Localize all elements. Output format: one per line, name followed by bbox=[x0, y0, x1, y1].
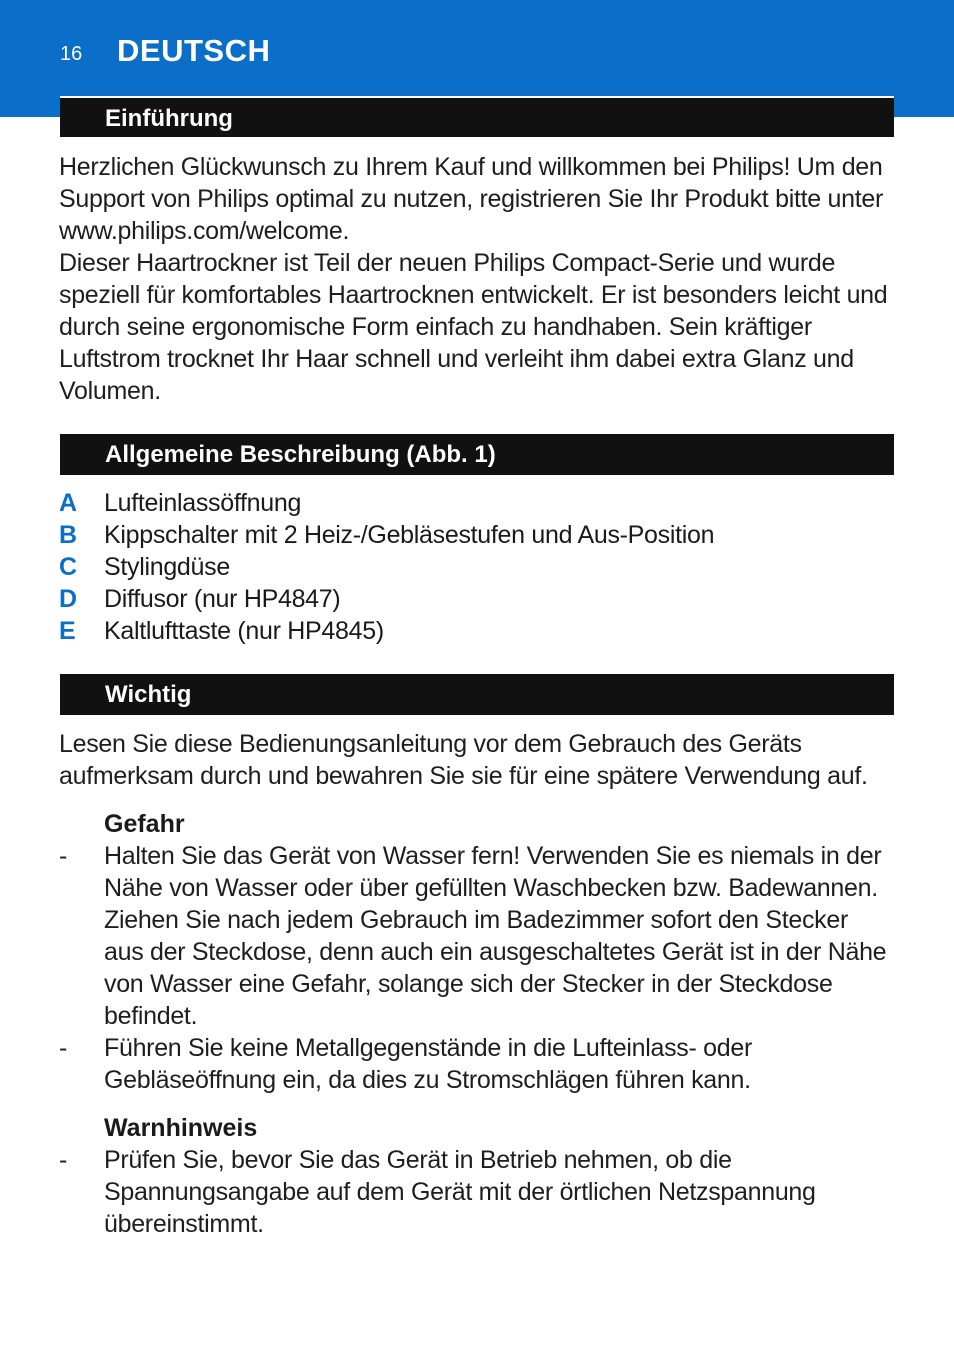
parts-list bbox=[59, 487, 899, 647]
section-bar-einfuehrung bbox=[60, 96, 894, 137]
list-item bbox=[59, 583, 899, 615]
dash-marker: - bbox=[59, 1146, 68, 1174]
part-label: Kaltlufttaste (nur HP4845) bbox=[104, 617, 384, 645]
part-letter: D bbox=[59, 585, 77, 613]
section-bar-wichtig bbox=[60, 674, 894, 715]
list-item bbox=[59, 551, 899, 583]
section-bar-beschreibung bbox=[60, 434, 894, 475]
part-letter: E bbox=[59, 617, 76, 645]
part-letter: B bbox=[59, 521, 77, 549]
part-label: Kippschalter mit 2 Heiz-/Gebläsestufen und Aus-Position bbox=[104, 521, 715, 549]
intro-paragraph-1: Herzlichen Glückwunsch zu Ihrem Kauf und willkommen bei Philips! Um den Support von Philips optimal zu nutzen, registrieren Sie Ihr Produkt bitte unter www.philips.com/welcome. bbox=[59, 153, 883, 245]
part-letter: A bbox=[59, 489, 77, 517]
section-title-einfuehrung: Einführung bbox=[105, 105, 233, 132]
list-item bbox=[59, 519, 899, 551]
intro-paragraph-2: Dieser Haartrockner ist Teil der neuen Philips Compact-Serie und wurde speziell für komfortables Haartrocknen entwickelt. Er ist besonders leicht und durch seine ergonomische Form einfach zu handhaben. Sein kräftiger Luftstrom trocknet Ihr Haar schnell und verleiht ihm dabei extra Glanz und Volumen. bbox=[59, 249, 888, 405]
danger-item bbox=[59, 1032, 899, 1096]
page-number: 16 bbox=[60, 43, 83, 65]
warning-item-text: Prüfen Sie, bevor Sie das Gerät in Betrieb nehmen, ob die Spannungsangabe auf dem Gerät mit der örtlichen Netzspannung übereinstimmt. bbox=[104, 1146, 816, 1238]
part-label: Lufteinlassöffnung bbox=[104, 489, 302, 517]
dash-marker: - bbox=[59, 1034, 68, 1062]
section-title-wichtig: Wichtig bbox=[105, 681, 192, 708]
section-title-beschreibung: Allgemeine Beschreibung (Abb. 1) bbox=[105, 441, 496, 468]
danger-item bbox=[59, 840, 899, 1032]
warning-heading: Warnhinweis bbox=[104, 1114, 258, 1142]
language-title: DEUTSCH bbox=[117, 33, 271, 68]
part-label: Stylingdüse bbox=[104, 553, 230, 581]
list-item bbox=[59, 487, 899, 519]
intro-text bbox=[59, 151, 899, 407]
danger-item-text: Führen Sie keine Metallgegenstände in die Lufteinlass- oder Gebläseöffnung ein, da dies zu Stromschlägen führen kann. bbox=[104, 1034, 752, 1094]
part-letter: C bbox=[59, 553, 77, 581]
important-intro-paragraph: Lesen Sie diese Bedienungsanleitung vor dem Gebrauch des Geräts aufmerksam durch und bewahren Sie sie für eine spätere Verwendung auf. bbox=[59, 730, 868, 790]
important-intro bbox=[59, 728, 899, 792]
warning-item bbox=[59, 1144, 899, 1240]
list-item bbox=[59, 615, 899, 647]
danger-heading: Gefahr bbox=[104, 810, 185, 838]
part-label: Diffusor (nur HP4847) bbox=[104, 585, 341, 613]
dash-marker: - bbox=[59, 842, 68, 870]
danger-item-text: Halten Sie das Gerät von Wasser fern! Verwenden Sie es niemals in der Nähe von Wasser oder über gefüllten Waschbecken bzw. Badewannen. Ziehen Sie nach jedem Gebrauch im Badezimmer sofort den Stecker aus der Steckdose, denn auch ein ausgeschaltetes Gerät ist in der Nähe von Wasser eine Gefahr, solange sich der Stecker in der Steckdose befindet. bbox=[104, 842, 887, 1030]
